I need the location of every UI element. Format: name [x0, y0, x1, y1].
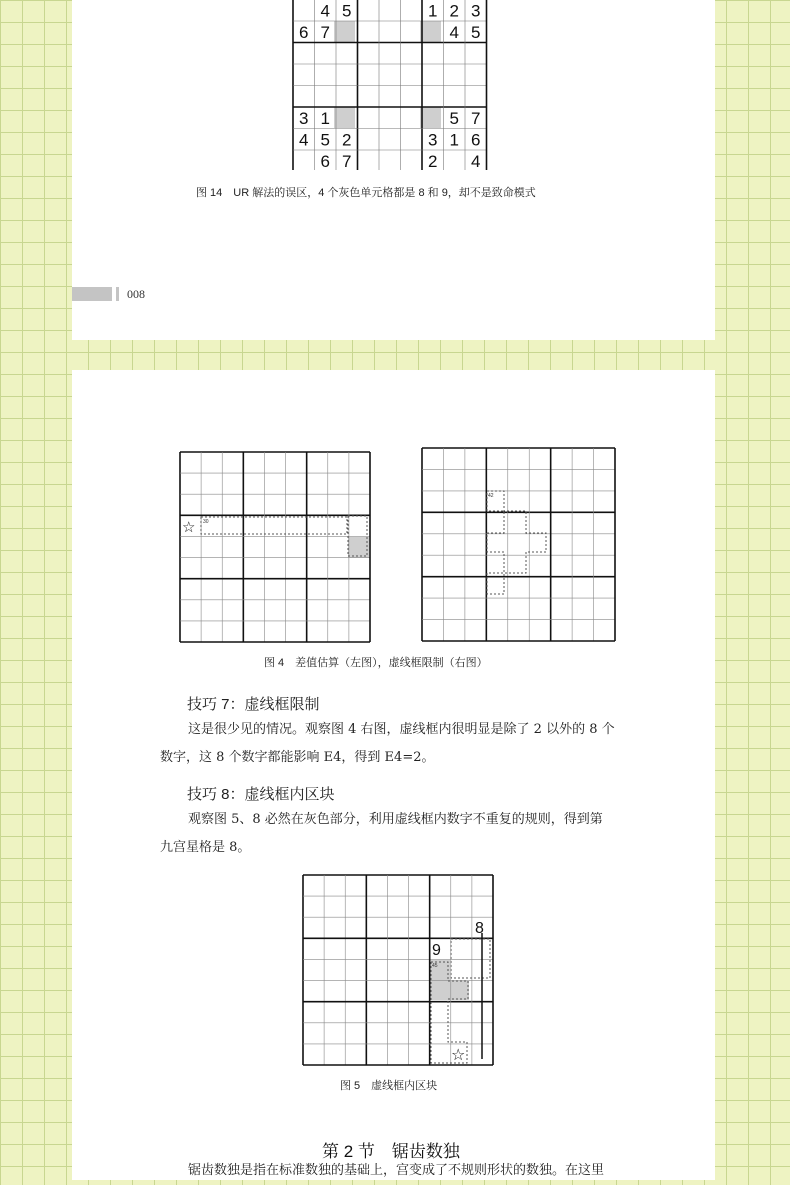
- cage-sum-label: 45: [432, 963, 438, 969]
- tip7-line-1: 这是很少见的情况。观察图 4 右图，虚线框内很明显是除了 2 以外的 8 个: [188, 722, 615, 737]
- tip8-body: [160, 806, 640, 862]
- tip8-line-2: 九宫星格是 8。: [160, 840, 251, 855]
- fig4-left-svg: [178, 450, 372, 644]
- tip7-body: [160, 716, 640, 772]
- sudoku-digit: 2: [428, 151, 438, 170]
- sudoku-grid-fig5: [301, 873, 495, 1067]
- sudoku-grid-fig14: [292, 0, 564, 170]
- gray-cell: [334, 107, 355, 128]
- gray-cell: [450, 981, 469, 1000]
- sudoku-digit: 5: [449, 108, 459, 128]
- tip8-line-1: 观察图 5、8 必然在灰色部分，利用虚线框内数字不重复的规则，得到第: [188, 812, 603, 827]
- sudoku-digit: 4: [299, 130, 309, 150]
- dashed-cage: [487, 491, 546, 594]
- star-icon: ☆: [451, 1047, 466, 1064]
- sudoku-digit: 7: [320, 22, 330, 42]
- fig4-right-svg: [420, 446, 617, 643]
- sudoku-digit: 7: [471, 108, 481, 128]
- star-icon: ☆: [182, 519, 196, 536]
- sudoku-digit: 2: [342, 130, 352, 150]
- gray-cell: [348, 537, 369, 558]
- page-number: 008: [127, 287, 145, 301]
- section-body: 锯齿数独是指在标准数独的基础上，宫变成了不规则形状的数独。在这里: [188, 1163, 605, 1178]
- dashed-cage: [451, 939, 490, 978]
- sudoku-digit: 4: [320, 1, 330, 21]
- sudoku-digit: 4: [449, 22, 459, 42]
- cage-sum-label: 42: [488, 493, 494, 499]
- sudoku-grid-fig4-left: [178, 450, 372, 644]
- digit-8: 8: [475, 920, 484, 937]
- tip8-title: 技巧 8：虚线框内区块: [187, 786, 335, 803]
- sudoku-digit: 5: [471, 22, 481, 42]
- sudoku-digit: 5: [320, 130, 330, 150]
- gray-cell: [420, 107, 441, 128]
- sudoku-digit: 3: [471, 1, 481, 21]
- fig5-svg: [301, 873, 495, 1067]
- page-number-bar: [72, 287, 112, 301]
- sudoku-digit: 2: [449, 1, 459, 21]
- sudoku-fig14-svg: [292, 0, 564, 170]
- sudoku-digit: 1: [320, 108, 330, 128]
- tip7-line-2: 数字，这 8 个数字都能影响 E4，得到 E4=2。: [160, 750, 435, 765]
- sudoku-digit: 5: [342, 1, 352, 21]
- page-top: [72, 0, 715, 340]
- page-bottom: [72, 370, 715, 1180]
- sudoku-digit: 6: [320, 151, 330, 170]
- sudoku-grid-fig4-right: [420, 446, 617, 643]
- figure4-caption: 图 4 差值估算（左图），虚线框限制（右图）: [264, 657, 488, 669]
- sudoku-digit: 6: [299, 22, 309, 42]
- section-title: 第 2 节 锯齿数独: [322, 1142, 460, 1161]
- figure14-caption: 图 14 UR 解法的误区，4 个灰色单元格都是 8 和 9，却不是致命模式: [196, 187, 536, 199]
- sudoku-digit: 3: [428, 130, 438, 150]
- sudoku-digit: 3: [299, 108, 309, 128]
- figure5-caption: 图 5 虚线框内区块: [340, 1080, 438, 1092]
- sudoku-digit: 4: [471, 151, 481, 170]
- cage-sum-label: 30: [203, 519, 209, 525]
- dashed-cage: [201, 517, 347, 534]
- page-number-tick: [116, 287, 119, 301]
- gray-cell: [420, 21, 441, 42]
- sudoku-digit: 7: [342, 151, 352, 170]
- sudoku-digit: 6: [471, 130, 481, 150]
- gray-cell: [334, 21, 355, 42]
- tip7-title: 技巧 7：虚线框限制: [187, 696, 320, 713]
- sudoku-digit: 1: [449, 130, 459, 150]
- digit-9: 9: [432, 942, 441, 959]
- sudoku-digit: 1: [428, 1, 438, 21]
